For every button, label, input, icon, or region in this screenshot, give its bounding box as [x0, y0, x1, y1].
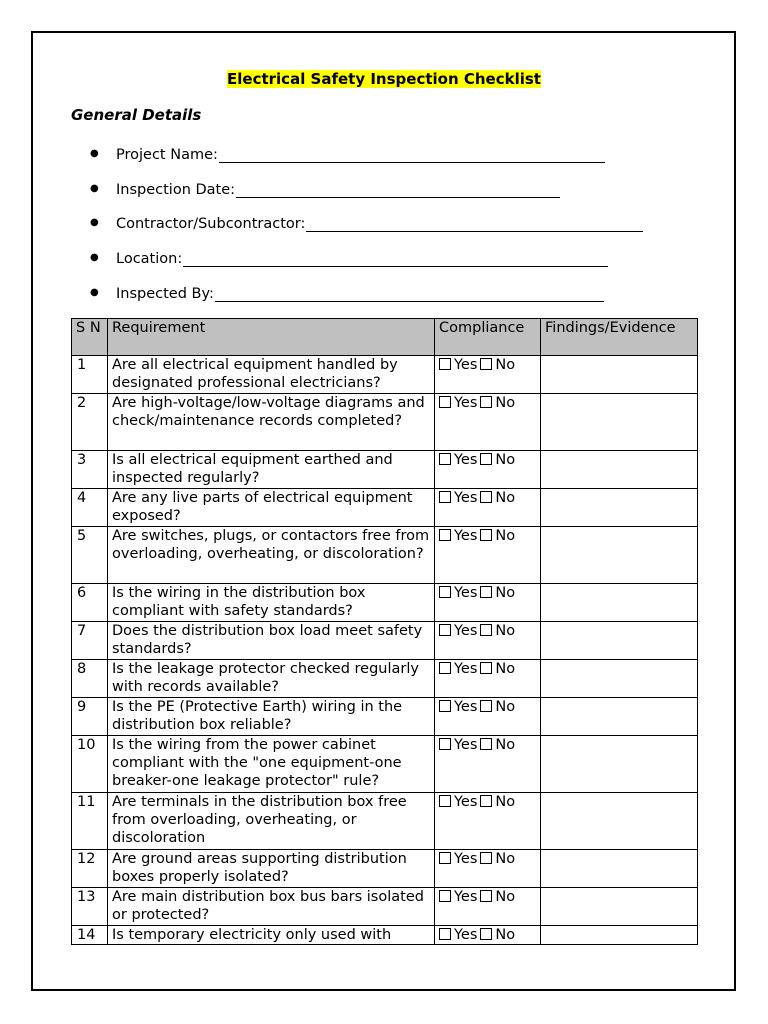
no-checkbox[interactable]: [480, 852, 492, 864]
no-label: No: [495, 661, 516, 677]
yes-label: Yes: [454, 585, 478, 601]
header-sn: S N: [72, 319, 108, 356]
yes-label: Yes: [454, 623, 478, 639]
inspected-by-input-line[interactable]: [215, 285, 604, 302]
yes-checkbox[interactable]: [439, 396, 451, 408]
no-checkbox[interactable]: [480, 795, 492, 807]
yes-label: Yes: [454, 699, 478, 715]
field-label: Project Name:: [116, 147, 218, 163]
row-requirement: Is the wiring from the power cabinet compliant with the "one equipment-one breaker-one leakage protector" rule?: [108, 736, 435, 793]
field-label: Inspection Date:: [116, 182, 236, 198]
no-label: No: [495, 490, 516, 506]
table-row: [72, 698, 698, 736]
row-requirement: Is the wiring in the distribution box compliant with safety standards?: [108, 584, 435, 622]
no-checkbox[interactable]: [480, 358, 492, 370]
row-findings[interactable]: [541, 394, 698, 451]
contractor-input-line[interactable]: [306, 215, 643, 232]
row-requirement: Are any live parts of electrical equipment exposed?: [108, 489, 435, 527]
inspection-checklist-table: [71, 318, 698, 945]
no-checkbox[interactable]: [480, 662, 492, 674]
row-sn: 4: [72, 489, 108, 527]
yes-label: Yes: [454, 794, 478, 810]
row-findings[interactable]: [541, 926, 698, 945]
table-row: [72, 489, 698, 527]
yes-checkbox[interactable]: [439, 358, 451, 370]
no-checkbox[interactable]: [480, 453, 492, 465]
yes-label: Yes: [454, 927, 478, 943]
row-compliance: [435, 584, 541, 622]
row-compliance: [435, 888, 541, 926]
no-checkbox[interactable]: [480, 890, 492, 902]
row-sn: 11: [72, 793, 108, 850]
row-compliance: [435, 926, 541, 945]
yes-checkbox[interactable]: [439, 586, 451, 598]
table-row: [72, 850, 698, 888]
row-requirement: Is the PE (Protective Earth) wiring in the distribution box reliable?: [108, 698, 435, 736]
yes-checkbox[interactable]: [439, 662, 451, 674]
row-findings[interactable]: [541, 888, 698, 926]
no-label: No: [495, 927, 516, 943]
row-findings[interactable]: [541, 527, 698, 584]
no-checkbox[interactable]: [480, 529, 492, 541]
row-compliance: [435, 394, 541, 451]
yes-label: Yes: [454, 395, 478, 411]
row-findings[interactable]: [541, 451, 698, 489]
yes-checkbox[interactable]: [439, 738, 451, 750]
row-requirement: Are high-voltage/low-voltage diagrams and check/maintenance records completed?: [108, 394, 435, 451]
yes-checkbox[interactable]: [439, 453, 451, 465]
row-compliance: [435, 850, 541, 888]
no-checkbox[interactable]: [480, 586, 492, 598]
yes-checkbox[interactable]: [439, 795, 451, 807]
bullet-icon: ●: [90, 252, 99, 263]
yes-label: Yes: [454, 528, 478, 544]
bullet-icon: ●: [90, 148, 99, 159]
yes-label: Yes: [454, 661, 478, 677]
yes-label: Yes: [454, 889, 478, 905]
row-sn: 2: [72, 394, 108, 451]
row-sn: 12: [72, 850, 108, 888]
row-requirement: Is the leakage protector checked regularly with records available?: [108, 660, 435, 698]
row-compliance: [435, 793, 541, 850]
row-sn: 10: [72, 736, 108, 793]
field-label: Inspected By:: [116, 286, 214, 302]
yes-checkbox[interactable]: [439, 491, 451, 503]
table-row: [72, 527, 698, 584]
document-title: [0, 70, 768, 88]
row-findings[interactable]: [541, 356, 698, 394]
document-title-text: Electrical Safety Inspection Checklist: [227, 70, 541, 88]
no-label: No: [495, 357, 516, 373]
bullet-icon: ●: [90, 287, 99, 298]
bullet-icon: ●: [90, 217, 99, 228]
no-label: No: [495, 528, 516, 544]
table-row: [72, 622, 698, 660]
yes-label: Yes: [454, 357, 478, 373]
no-checkbox[interactable]: [480, 396, 492, 408]
yes-label: Yes: [454, 490, 478, 506]
header-compliance: Compliance: [435, 319, 541, 356]
yes-checkbox[interactable]: [439, 928, 451, 940]
row-sn: 1: [72, 356, 108, 394]
yes-checkbox[interactable]: [439, 852, 451, 864]
field-inspection-date: [90, 180, 560, 198]
field-project-name: [90, 145, 605, 163]
yes-checkbox[interactable]: [439, 890, 451, 902]
header-findings: Findings/Evidence: [541, 319, 698, 356]
yes-label: Yes: [454, 737, 478, 753]
table-row: [72, 660, 698, 698]
row-findings[interactable]: [541, 736, 698, 793]
header-requirement: Requirement: [108, 319, 435, 356]
row-findings[interactable]: [541, 489, 698, 527]
project-name-input-line[interactable]: [219, 146, 605, 163]
row-compliance: [435, 527, 541, 584]
row-findings[interactable]: [541, 850, 698, 888]
table-row: [72, 356, 698, 394]
row-requirement: Are terminals in the distribution box free from overloading, overheating, or discoloration: [108, 793, 435, 850]
inspection-date-input-line[interactable]: [236, 181, 560, 198]
yes-label: Yes: [454, 452, 478, 468]
bullet-icon: ●: [90, 183, 99, 194]
row-requirement: Are switches, plugs, or contactors free from overloading, overheating, or discoloration?: [108, 527, 435, 584]
row-compliance: [435, 489, 541, 527]
row-sn: 6: [72, 584, 108, 622]
row-compliance: [435, 451, 541, 489]
location-input-line[interactable]: [183, 250, 608, 267]
table-row: [72, 888, 698, 926]
yes-checkbox[interactable]: [439, 529, 451, 541]
no-label: No: [495, 699, 516, 715]
field-label: Location:: [116, 251, 183, 267]
table-header-row: [72, 319, 698, 356]
row-requirement: Does the distribution box load meet safety standards?: [108, 622, 435, 660]
yes-checkbox[interactable]: [439, 700, 451, 712]
row-sn: 5: [72, 527, 108, 584]
no-checkbox[interactable]: [480, 738, 492, 750]
no-checkbox[interactable]: [480, 491, 492, 503]
field-label: Contractor/Subcontractor:: [116, 216, 306, 232]
row-requirement: Are all electrical equipment handled by designated professional electricians?: [108, 356, 435, 394]
row-compliance: [435, 660, 541, 698]
row-requirement: Are main distribution box bus bars isolated or protected?: [108, 888, 435, 926]
field-contractor: [90, 214, 643, 232]
no-label: No: [495, 585, 516, 601]
no-label: No: [495, 395, 516, 411]
no-label: No: [495, 623, 516, 639]
row-compliance: [435, 622, 541, 660]
table-row: [72, 394, 698, 451]
table-row: [72, 584, 698, 622]
field-location: [90, 249, 608, 267]
table-row: [72, 793, 698, 850]
field-inspected-by: [90, 284, 604, 302]
no-checkbox[interactable]: [480, 928, 492, 940]
table-row: [72, 926, 698, 945]
row-compliance: [435, 698, 541, 736]
row-findings[interactable]: [541, 793, 698, 850]
table-row: [72, 736, 698, 793]
row-sn: 8: [72, 660, 108, 698]
row-findings[interactable]: [541, 660, 698, 698]
table-row: [72, 451, 698, 489]
row-sn: 3: [72, 451, 108, 489]
no-checkbox[interactable]: [480, 624, 492, 636]
row-findings[interactable]: [541, 622, 698, 660]
row-requirement: Is all electrical equipment earthed and inspected regularly?: [108, 451, 435, 489]
row-compliance: [435, 356, 541, 394]
row-sn: 7: [72, 622, 108, 660]
row-sn: 14: [72, 926, 108, 945]
row-requirement: Are ground areas supporting distribution boxes properly isolated?: [108, 850, 435, 888]
row-findings[interactable]: [541, 698, 698, 736]
row-sn: 13: [72, 888, 108, 926]
no-label: No: [495, 889, 516, 905]
no-label: No: [495, 737, 516, 753]
section-heading: General Details: [71, 106, 202, 124]
row-requirement: Is temporary electricity only used with: [108, 926, 435, 945]
no-checkbox[interactable]: [480, 700, 492, 712]
no-label: No: [495, 851, 516, 867]
yes-checkbox[interactable]: [439, 624, 451, 636]
row-compliance: [435, 736, 541, 793]
row-sn: 9: [72, 698, 108, 736]
no-label: No: [495, 794, 516, 810]
row-findings[interactable]: [541, 584, 698, 622]
no-label: No: [495, 452, 516, 468]
yes-label: Yes: [454, 851, 478, 867]
